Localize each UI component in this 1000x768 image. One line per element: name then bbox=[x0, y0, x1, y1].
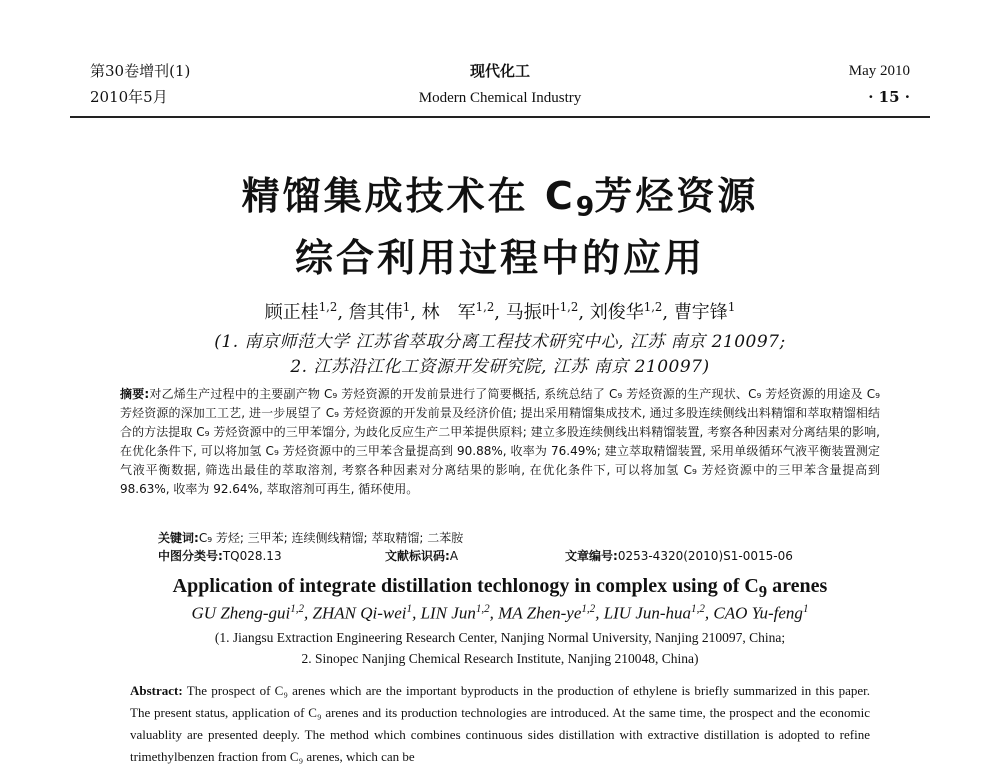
title-en-post: arenes bbox=[767, 575, 828, 597]
author-en-name: GU Zheng-gui bbox=[191, 603, 291, 623]
header-date: 2010年5月 bbox=[90, 88, 168, 106]
article-label: 文章编号: bbox=[565, 549, 618, 563]
affiliation-en-1: (1. Jiangsu Extraction Engineering Research Center, Nanjing Normal University, Nanjing 210097, China; bbox=[214, 630, 786, 645]
affiliation-en-2: 2. Sinopec Nanjing Chemical Research Institute, Nanjing 210048, China) bbox=[301, 651, 699, 666]
author-en-sup: 1 bbox=[802, 603, 809, 615]
author-cn-sup: 1 bbox=[402, 300, 411, 314]
author-cn-sup: 1,2 bbox=[318, 300, 338, 314]
doc-label: 文献标识码: bbox=[385, 549, 450, 563]
title-en-pre: Application of integrate distillation techlonogy in complex using of C bbox=[172, 575, 759, 597]
header-rule bbox=[70, 116, 930, 118]
author-cn-sup: 1,2 bbox=[643, 300, 663, 314]
header-journal-en: Modern Chemical Industry bbox=[418, 90, 582, 106]
author-cn-name: 马振叶 bbox=[505, 302, 560, 323]
author-en-name: MA Zhen-ye bbox=[498, 603, 582, 623]
author-en-name: LIU Jun-hua bbox=[603, 603, 692, 623]
author-cn-name: 林 军 bbox=[421, 302, 476, 323]
header-journal-cn: 现代化工 bbox=[469, 62, 530, 80]
affiliation-cn-2: 2. 江苏沿江化工资源开发研究院, 江苏 南京 210097) bbox=[290, 357, 710, 377]
author-en-sup: 1,2 bbox=[691, 603, 705, 615]
header-volume: 第30卷增刊(1) bbox=[90, 62, 191, 80]
clc-number bbox=[158, 547, 282, 564]
authors-en: GU Zheng-gui$^{1,2}$, ZHAN Qi-wei$^1$, LIN Jun$^{1,2}$, MA Zhen-ye$^{1,2}$, LIU Jun-hua$^{1,2}$, CAO Yu-feng$^1$ bbox=[191, 603, 809, 623]
author-en-sup: 1,2 bbox=[475, 603, 490, 615]
author-cn-name: 詹其伟 bbox=[348, 302, 403, 323]
title-en-subscript: 9 bbox=[758, 582, 768, 601]
affiliation-cn-1: (1. 南京师范大学 江苏省萃取分离工程技术研究中心, 江苏 南京 210097; bbox=[214, 332, 786, 352]
header-date-en: May 2010 bbox=[848, 63, 910, 79]
abstract-en-label: Abstract: bbox=[130, 683, 183, 698]
authors-cn: 顾正桂$^{1,2}$, 詹其伟$^1$, 林 军$^{1,2}$, 马振叶$^{1,2}$, 刘俊华$^{1,2}$, 曹宇锋$^1$ bbox=[264, 300, 736, 323]
title-line-1-pre: 精馏集成技术在 C bbox=[241, 174, 576, 218]
abstract-en bbox=[130, 680, 870, 768]
author-en-sup: 1,2 bbox=[581, 603, 596, 615]
keywords-text: C₉ 芳烃; 三甲苯; 连续侧线精馏; 萃取精馏; 二苯胺 bbox=[198, 531, 464, 545]
keywords-cn bbox=[158, 529, 463, 546]
author-cn-sup: 1,2 bbox=[475, 300, 495, 314]
article-value: 0253-4320(2010)S1-0015-06 bbox=[617, 549, 793, 563]
title-line-1 bbox=[0, 173, 1000, 231]
doc-value: A bbox=[449, 549, 459, 563]
author-cn-sup: 1 bbox=[727, 300, 736, 314]
abstract-cn bbox=[120, 385, 880, 499]
header-page-number: · 15 · bbox=[868, 88, 910, 106]
author-en-sup: 1 bbox=[406, 603, 413, 615]
author-en-name: ZHAN Qi-wei bbox=[312, 603, 407, 623]
author-cn-name: 刘俊华 bbox=[589, 302, 644, 323]
abstract-en-text: The prospect of C₉ arenes which are the important byproducts in the production of ethylene is briefly summarized in this paper. The present status, application of C₉ arenes and its production technologies are introduced. At the same time, the prospect and the economic valuablity are presented deeply. The method which combines continuous sides distillation with extractive distillation is adopted to refine trimethylbenzen fraction from C₉ arenes, which can be bbox=[130, 683, 870, 764]
author-cn-name: 顾正桂 bbox=[264, 302, 319, 323]
keywords-label: 关键词: bbox=[158, 531, 199, 545]
clc-value: TQ028.13 bbox=[222, 549, 282, 563]
author-en-name: LIN Jun bbox=[420, 603, 476, 623]
clc-label: 中图分类号: bbox=[158, 549, 223, 563]
title-line-2: 综合利用过程中的应用 bbox=[294, 236, 705, 280]
abstract-cn-label: 摘要: bbox=[120, 387, 150, 401]
title-line-1-post: 芳烃资源 bbox=[594, 174, 759, 218]
author-en-sup: 1,2 bbox=[290, 603, 305, 615]
document-code bbox=[385, 547, 458, 564]
title-en bbox=[0, 575, 1000, 602]
author-cn-sup: 1,2 bbox=[559, 300, 579, 314]
author-cn-name: 曹宇锋 bbox=[673, 302, 728, 323]
title-subscript: 9 bbox=[575, 191, 595, 223]
article-number bbox=[565, 547, 793, 564]
author-en-name: CAO Yu-feng bbox=[713, 603, 803, 623]
abstract-cn-text: 对乙烯生产过程中的主要副产物 C₉ 芳烃资源的开发前景进行了简要概括, 系统总结了 C₉ 芳烃资源的生产现状、C₉ 芳烃资源的用途及 C₉ 芳烃资源的深加工工艺, 进一步展望了 C₉ 芳烃资源的开发前景及经济价值; 提出采用精馏集成技术, 通过多股连续侧线出料精馏和萃取精馏相结合的方法提取 C₉ 芳烃资源中的三甲苯馏分, 为歧化反应生产二甲苯提供原料; 建立多股连续侧线出料精馏装置, 考察各种因素对分离结果的影响, 在优化条件下, 可以将加氢 C₉ 芳烃资源中的三甲苯含量提高到 90.88%, 收率为 76.49%; 建立萃取精馏装置, 采用单级循环气液平衡装置测定气液平衡数据, 筛选出最佳的萃取溶剂, 考察各种因素对分离结果的影响, 在优化条件下, 可以将加氢 C₉ 芳烃资源中的三甲苯含量提高到 98.63%, 收率为 92.64%, 萃取溶剂可再生, 循环使用。 bbox=[120, 387, 880, 496]
